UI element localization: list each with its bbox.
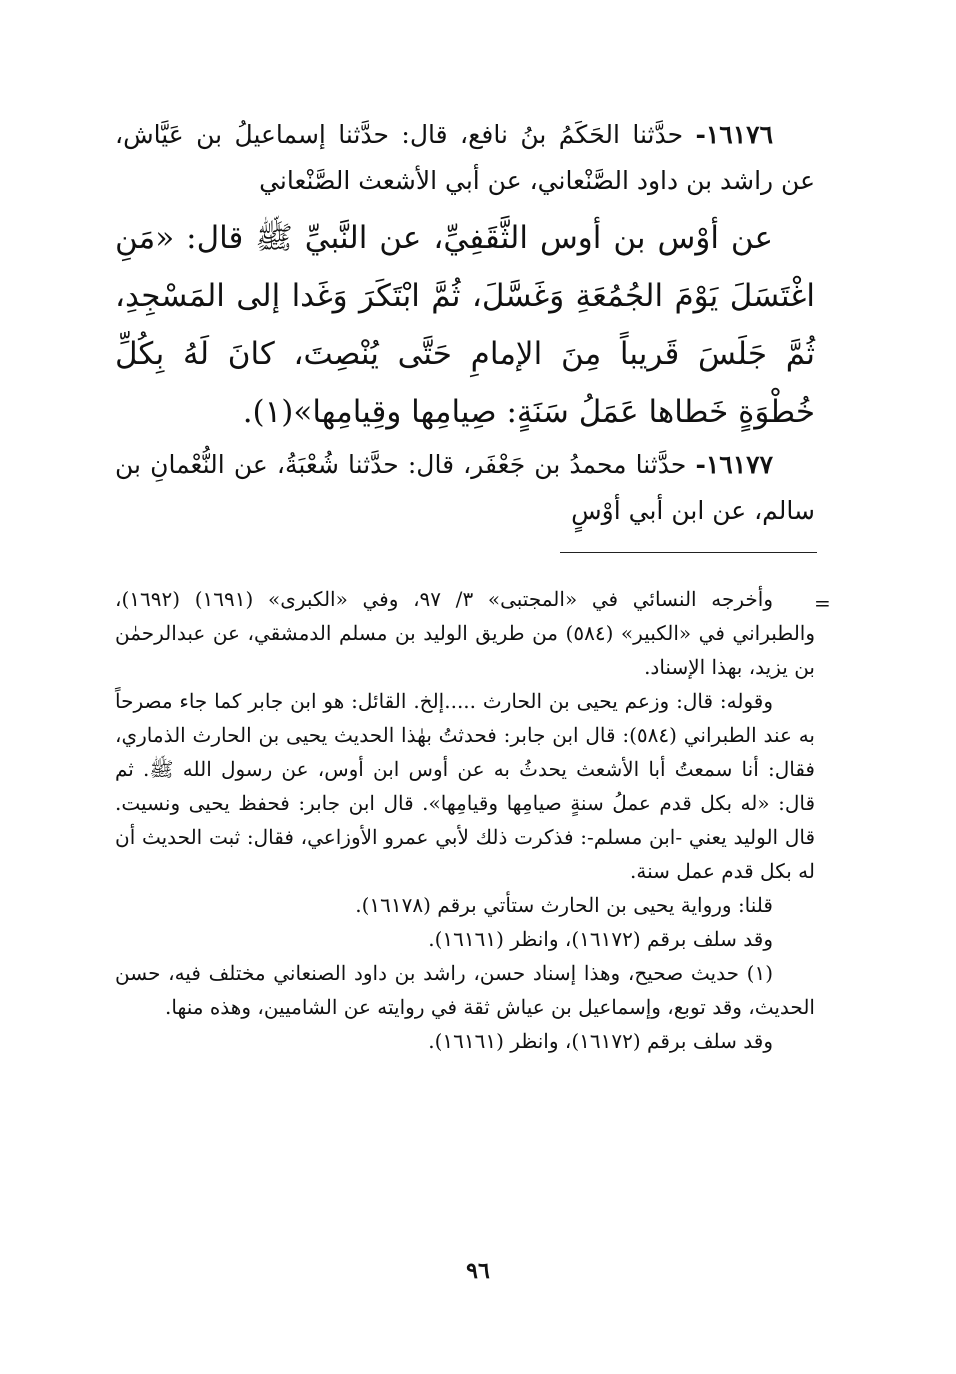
hadith-16177-isnad-paragraph: [115, 442, 815, 534]
hadith-16177-isnad-text: حدَّثنا محمدُ بن جَعْفَر، قال: حدَّثنا شُعْبَةُ، عن النُّعْمانِ بن سالم، عن ابن أبي أوْسٍ: [115, 450, 815, 525]
footnote-paragraph-6: وقد سلف برقم (١٦١٧٢)، وانظر (١٦١٦١).: [428, 1029, 773, 1053]
hadith-16176-isnad-paragraph: [115, 112, 815, 204]
footnote-continuation-mark: =: [814, 591, 831, 615]
hadith-16176-matn: [115, 209, 815, 441]
footnote-paragraph-5: (١) حديث صحيح، وهذا إسناد حسن، راشد بن داود الصنعاني مختلف فيه، حسن الحديث، وقد توبع، وإسماعيل بن عياش ثقة في روايته عن الشاميين، وهذه منها.: [115, 961, 815, 1019]
footnote-divider: [560, 552, 817, 553]
footnote-paragraph-2: وقوله: قال: وزعم يحيى بن الحارث .....إلخ. القائل: هو ابن جابر كما جاء مصرحاً به عند الطبراني (٥٨٤): قال ابن جابر: فحدثتُ بهٰذا الحديث يحيى بن الحارث الذماري، فقال: أنا سمعتُ أبا الأشعث يحدثُ به عن أوس ابن أوس، عن رسول الله ﷺ. ثم قال: «له بكل قدم عملُ سنةٍ صيامِها وقيامِها». قال ابن جابر: فحفظ يحيى ونسيت. قال الوليد يعني -ابن مسلم-: فذكرت ذلك لأبي عمرو الأوزاعي، فقال: ثبت الحديث أن له بكل قدم عمل سنة.: [115, 689, 816, 883]
hadith-16176-matn-text: عن أوْس بن أوس الثَّقَفِيِّ، عن النَّبيِّ ﷺ قال: «مَنِ اغْتَسَلَ يَوْمَ الجُمُعَةِ وَغَسَّلَ، ثُمَّ ابْتَكَرَ وَغَدا إلى المَسْجِدِ، ثُمَّ جَلَسَ قَريباً مِنَ الإمامِ حَتَّى يُنْصِتَ، كانَ لَهُ بِكُلِّ خُطْوَةٍ خَطاها عَمَلُ سَنَةٍ: صِيامِها وقِيامِها»(١).: [115, 220, 815, 430]
hadith-16177-isnad: [115, 442, 815, 534]
footnote-paragraph-3: قلنا: ورواية يحيى بن الحارث ستأتي برقم (١٦١٧٨).: [355, 893, 773, 917]
page-number: ٩٦: [466, 1258, 490, 1284]
footnotes-section: [115, 582, 815, 1058]
footnote-paragraph-1: وأخرجه النسائي في «المجتبى» ٣/ ٩٧، وفي «الكبرى» (١٦٩١) (١٦٩٢)، والطبراني في «الكبير» (٥٨٤) من طريق الوليد بن مسلم الدمشقي، عن عبدالرحمٰن بن يزيد، بهذا الإسناد.: [115, 587, 815, 679]
footnote-paragraph-4: وقد سلف برقم (١٦١٧٢)، وانظر (١٦١٦١).: [428, 927, 773, 951]
hadith-16176-isnad-text: حدَّثنا الحَكَمُ بنُ نافع، قال: حدَّثنا إسماعيلُ بن عَيَّاش، عن راشد بن داود الصَّنْعاني، عن أبي الأشعث الصَّنْعاني: [115, 120, 815, 195]
hadith-16176-number: ١٦١٧٦-: [695, 120, 773, 149]
hadith-16176-isnad: [115, 112, 815, 204]
hadith-16177-number: ١٦١٧٧-: [695, 450, 773, 479]
